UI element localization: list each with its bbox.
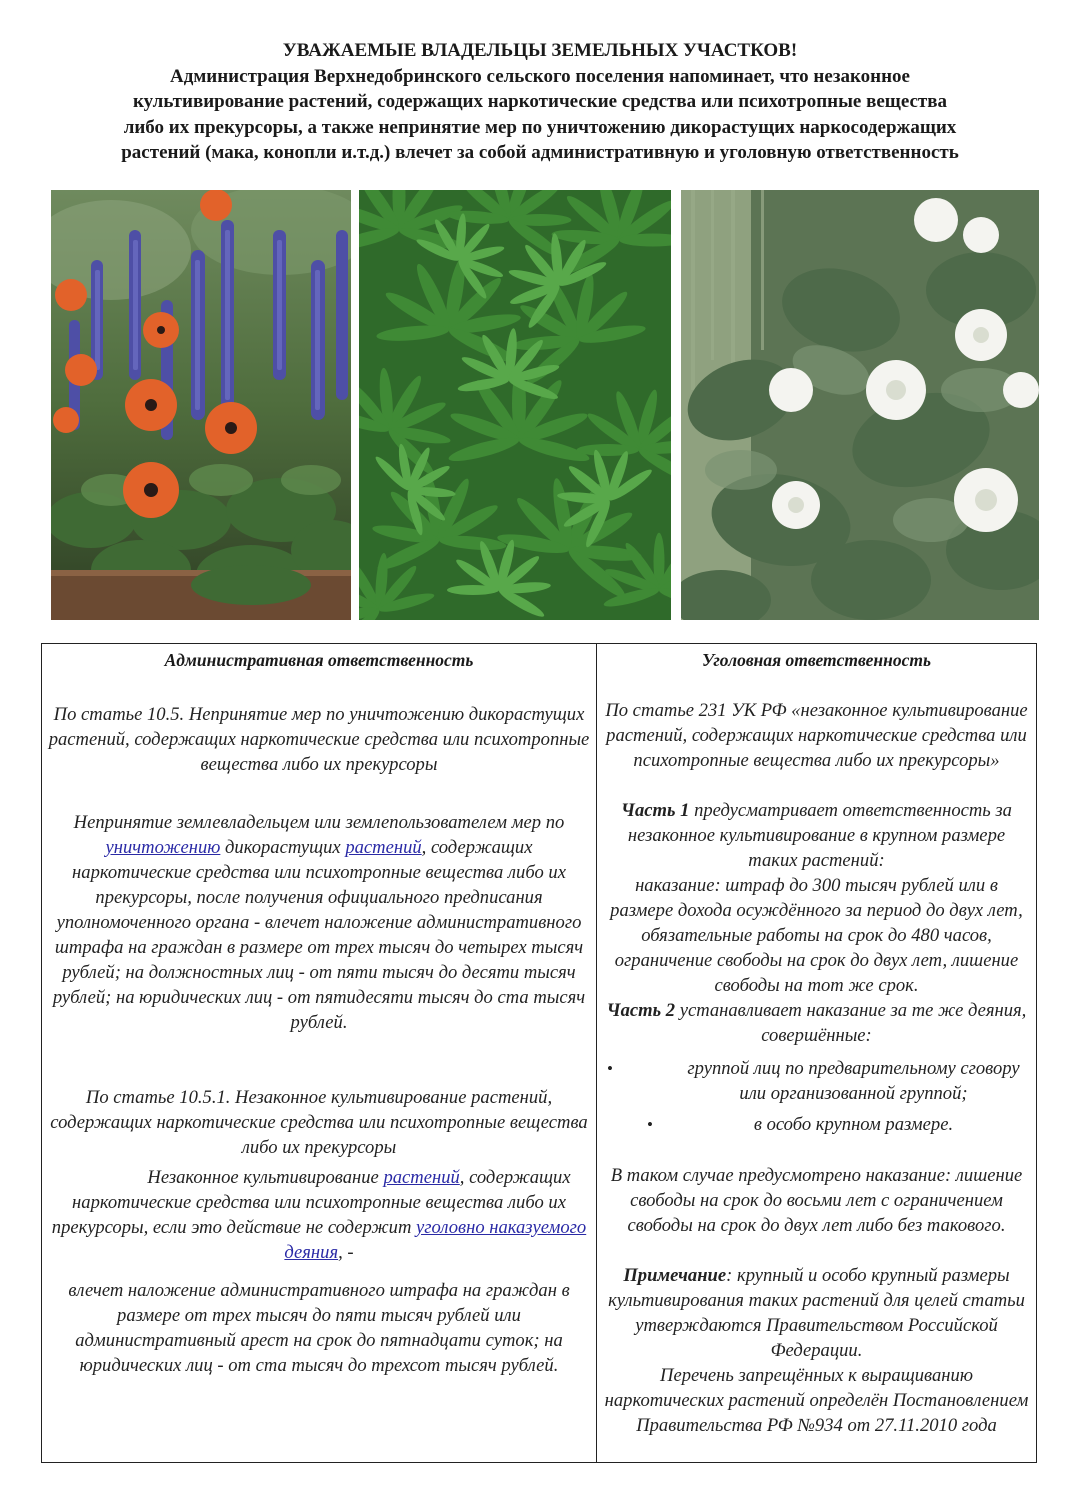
article-231-title: По статье 231 УК РФ «незаконное культивирование растений, содержащих наркотические средства или психотропные вещества либо их прекурсоры» [605,700,1028,771]
article-10-5-text-part: Непринятие землевладельцем или землепользователем мер по [73,812,565,833]
article-10-5-title: По статье 10.5. Непринятие мер по уничтожению дикорастущих растений, содержащих наркотические средства или психотропные вещества либо их прекурсоры [48,704,590,775]
link-plants[interactable]: растений [345,837,422,858]
notice-header [40,38,1040,166]
part-2-text [603,998,1030,1048]
note-label: Примечание [623,1265,727,1286]
photo-strip [0,190,1080,620]
poppy-salvia-photo [51,190,351,620]
bullet-dot: • [607,1059,613,1078]
datura-flowers-photo [681,190,1039,620]
link-criminal-act[interactable]: уголовно наказуемого деяния [284,1217,587,1263]
criminal-column [597,644,1036,1462]
notice-line-2: культивирование растений, содержащих наркотические средства или психотропные вещества [132,91,948,112]
aggravated-penalty: В таком случае предусмотрено наказание: лишение свободы на срок до восьми лет с ограничением свободы на срок до двух лет либо без такового. [610,1165,1023,1236]
notice-line-4: растений (мака, конопли и.т.д.) влечет за собой административную и уголовную ответственность [121,142,959,163]
article-10-5-text-part: , содержащих наркотические средства или психотропные вещества либо их прекурсоры, после получения официального предписания уполномоченного органа - влечет наложение административного штрафа на граждан в размере от трех тысяч до четырех тысяч рублей; на должностных лиц - от пяти тысяч до десяти тысяч рублей; на юридических лиц - от пятидесяти тысяч до ста тысяч рублей. [52,837,586,1033]
note-text [603,1263,1030,1363]
part-2-body: устанавливает наказание за те же деяния, совершённые: [675,1000,1027,1046]
article-10-5-text [48,810,590,1035]
part-2-label: Часть 2 [606,1000,676,1021]
part-1-text [603,798,1030,873]
note-body: : крупный и особо крупный размеры культивирования таких растений для целей статьи утверждаются Правительством Российской Федерации. [608,1265,1025,1361]
article-10-5-1-text-part: , - [338,1242,354,1263]
link-destruction[interactable]: уничтожению [105,837,221,858]
part-1-label: Часть 1 [621,800,690,821]
cannabis-leaves-photo [359,190,671,620]
article-10-5-1-title: По статье 10.5.1. Незаконное культивирование растений, содержащих наркотические средства или психотропные вещества либо их прекурсоры [50,1087,588,1158]
bullet-2-text: в особо крупном размере. [753,1114,954,1135]
article-10-5-1-text-part: , содержащих наркотические средства или психотропные вещества либо их прекурсоры, если это действие не содержит [51,1167,571,1238]
notice-line-1: Администрация Верхнедобринского сельского поселения напоминает, что незаконное [170,65,910,87]
bullet-1-text: группой лиц по предварительному сговору или организованной группой; [687,1058,1020,1104]
administrative-heading: Административная ответственность [164,650,474,670]
notice-title: УВАЖАЕМЫЕ ВЛАДЕЛЬЦЫ ЗЕМЕЛЬНЫХ УЧАСТКОВ! [282,40,798,61]
link-plants-2[interactable]: растений [383,1167,460,1188]
part-1-penalty: наказание: штраф до 300 тысяч рублей или в размере дохода осуждённого за период до двух лет, обязательные работы на срок до 480 часов, ограничение свободы на срок до двух лет, лишение свободы на тот же срок. [610,875,1023,996]
notice-line-3: либо их прекурсоры, а также непринятие мер по уничтожению дикорастущих наркосодержащих [123,116,957,138]
part-1-body: предусматривает ответственность за незаконное культивирование в крупном размере таких растений: [627,800,1012,871]
article-10-5-1-text [48,1165,590,1265]
bullet-dot: • [647,1115,653,1134]
administrative-column [42,644,597,1462]
responsibility-table [41,643,1037,1463]
article-10-5-text-part: дикорастущих [220,837,346,858]
decree-reference: Перечень запрещённых к выращиванию наркотических растений определён Постановлением Правительства РФ №934 от 27.11.2010 года [604,1365,1029,1436]
article-10-5-1-text-part: Незаконное культивирование [147,1167,384,1188]
criminal-heading: Уголовная ответственность [702,650,931,670]
bullet-item-2 [637,1112,1030,1137]
bullet-item-1 [607,1056,1030,1106]
article-10-5-1-penalty: влечет наложение административного штрафа на граждан в размере от трех тысяч до пяти тысяч рублей или административный арест на срок до пятнадцати суток; на юридических лиц - от ста тысяч до трехсот тысяч рублей. [68,1280,570,1376]
